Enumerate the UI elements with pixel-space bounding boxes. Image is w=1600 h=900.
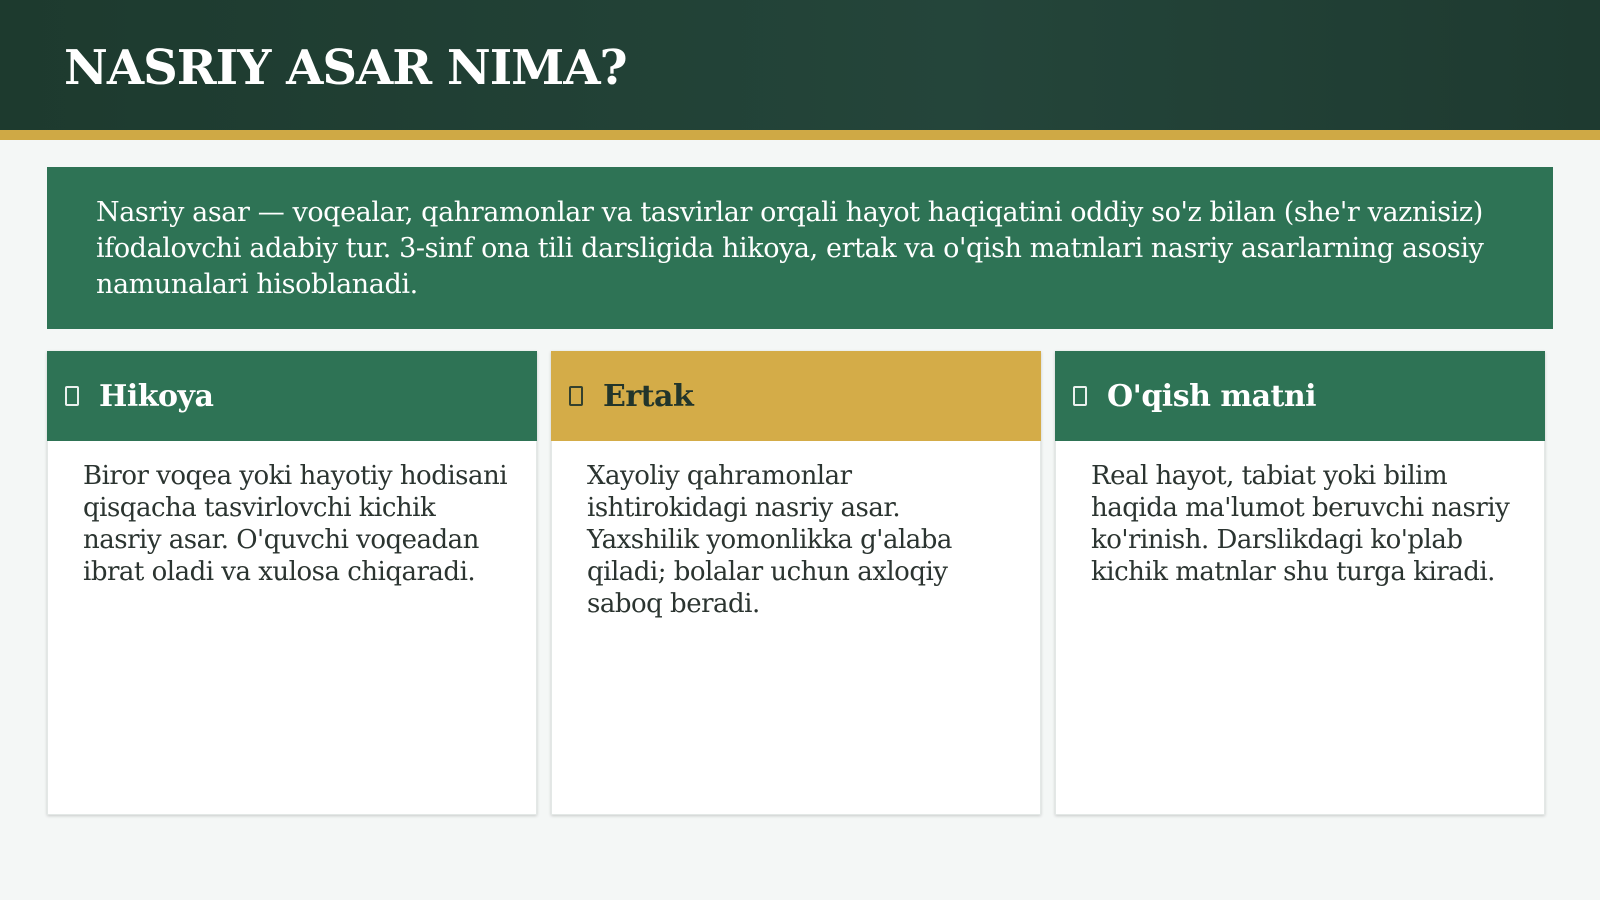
intro-box — [47, 167, 1553, 329]
book-icon — [65, 386, 79, 406]
header-accent-stripe — [0, 130, 1600, 140]
card-title: Ertak — [603, 378, 694, 414]
card-header — [551, 351, 1041, 441]
card-oqish-matni — [1055, 351, 1545, 815]
card-hikoya — [47, 351, 537, 815]
card-header — [47, 351, 537, 441]
card-title: O'qish matni — [1107, 378, 1317, 414]
book-icon — [569, 386, 583, 406]
book-icon — [1073, 386, 1087, 406]
slide-header — [0, 0, 1600, 130]
card-title: Hikoya — [99, 378, 214, 414]
card-header — [1055, 351, 1545, 441]
card-text: Biror voqea yoki hayotiy hodisani qisqacha tasvirlovchi kichik nasriy asar. O'quvchi voqeadan ibrat oladi va xulosa chiqaradi. — [83, 461, 508, 587]
card-ertak — [551, 351, 1041, 815]
card-text: Real hayot, tabiat yoki bilim haqida ma'lumot beruvchi nasriy ko'rinish. Darslikdagi ko'plab kichik matnlar shu turga kiradi. — [1091, 461, 1510, 587]
card-text: Xayoliy qahramonlar ishtirokidagi nasriy asar. Yaxshilik yomonlikka g'alaba qiladi; bolalar uchun axloqiy saboq beradi. — [587, 461, 952, 619]
slide-title: NASRIY ASAR NIMA? — [64, 40, 627, 96]
intro-text: Nasriy asar — voqealar, qahramonlar va tasvirlar orqali hayot haqiqatini oddiy so'z bilan (she'r vaznisiz) ifodalovchi adabiy tur. 3-sinf ona tili darsligida hikoya, ertak va o'qish matnlari nasriy asarlarning asosiy namunalari hisoblanadi. — [96, 197, 1484, 300]
